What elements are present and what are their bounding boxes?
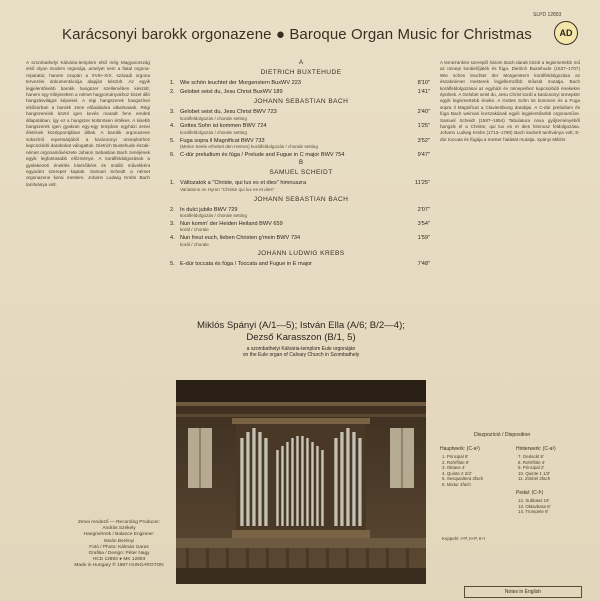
track-title: Gottes Sohn ist kommen BWV 724	[180, 123, 267, 130]
track-subtitle: korálfeldolgozás / chorale setting	[180, 213, 247, 219]
credit-line: Made in Hungary ℗ 1987 HUNGAROTON	[74, 563, 164, 569]
credit-line: Fotó / Photo: Kálmán Garas	[89, 544, 149, 550]
composer-heading: JOHANN LUDWIG KREBS	[257, 250, 345, 258]
track-item	[170, 152, 432, 159]
track-number: 6.	[170, 151, 175, 158]
credit-line: Grafika / Design: Péter Nagy	[88, 551, 150, 557]
pedal-stops	[518, 498, 551, 515]
track-number: 3.	[170, 220, 175, 227]
organ-stop: 12. Subbass 16'	[518, 498, 550, 503]
track-subtitle: korál / chorale	[180, 227, 209, 233]
track-duration: 7'48"	[417, 261, 430, 268]
performers-line-2: Dezső Karasszon (B/1, 5)	[246, 332, 356, 343]
track-duration: 9'47"	[417, 151, 430, 158]
track-subtitle: Variations on Hymn "Christe qui lux es et dies"	[180, 186, 275, 192]
album-title	[62, 26, 532, 43]
organ-stop: 5. Sesquialtera 2fach	[442, 476, 484, 482]
track-duration: 3'52"	[417, 137, 430, 144]
organ-stop: 3. Oktave 4'	[442, 465, 466, 471]
track-duration: 2'40"	[417, 109, 430, 116]
hauptwerk-stops	[442, 454, 483, 488]
credit-line: Hangmérnök / Balance Engineer:	[83, 532, 155, 538]
organ-stop: 11. Zimbel 2fach	[518, 476, 551, 482]
track-item	[170, 221, 432, 233]
track-number: 5.	[170, 261, 175, 268]
track-title: Változatok a "Christe, qui lux es et dies" himnuszra	[180, 180, 307, 187]
organ-stop: 14. Trompete 8'	[518, 509, 549, 515]
track-number: 2.	[170, 206, 175, 213]
track-duration: 1'41"	[417, 88, 430, 95]
track-item	[170, 89, 432, 96]
track-title: C-dúr preludium és fúga / Prelude and Fugue in C major BWV 754	[180, 151, 345, 158]
track-title: Nun komm' der Heiden Heiland BWV 659	[180, 220, 283, 227]
track-duration: 1'25"	[417, 123, 430, 130]
organ-stop: 9. Principal 2'	[518, 465, 545, 471]
track-title: In dulci jubilo BWV 729	[180, 206, 238, 213]
catalog-number: SLPD 12893	[533, 12, 562, 18]
credit-line: István Berényi	[103, 538, 135, 544]
track-item	[170, 180, 432, 192]
hauptwerk-heading: Hauptwerk: (C-a³)	[440, 446, 480, 452]
track-item	[170, 123, 432, 135]
track-duration: 11'25"	[414, 180, 430, 187]
title-english: Baroque Organ Music for Christmas	[289, 26, 532, 43]
notes-in-english-box: Notes in English	[464, 586, 582, 598]
track-subtitle: korálfeldolgozás / chorale setting	[180, 115, 247, 121]
organ-photo-illustration	[176, 380, 426, 584]
track-number: 4.	[170, 123, 175, 130]
track-title: Wie schön leuchtet der Morgenstern BuxWV 223	[180, 80, 301, 86]
organ-stop: 13. Oktavbass 8'	[518, 503, 551, 509]
track-subtitle: korálfeldolgozás / chorale setting	[180, 129, 247, 135]
organ-stop: 6. Mixtur 4fach	[442, 481, 471, 487]
composer-heading: JOHANN SEBASTIAN BACH	[253, 98, 349, 106]
track-item	[170, 207, 432, 219]
track-program	[170, 58, 432, 270]
liner-notes-continued: A lemezünkön szereplő három Bach-darab közül a legismertebb mű az ünnepi korálelőjáték és fúga. Dietrich Buxtehude (1637–1707) Wie schön leuchtet der Morgenstern korálfeldolgozása az északnémet mesterek legjellemzőbb stílusát mutatja. Bach korálfeldolgozásai az egyházi év ünnepeihez kapcsolódó énekekre épülnek. A Gelobet seist du, Jesu Christ korál a karácsonyi ünnepkör egyik legismertebb éneke. A Gottes Sohn ist kommen és a Fuga sopra il Magnificat a Clavierübung darabjai. A C-dúr prelúdium és fúga Bach weimari korszakának egyik legjelentősebb orgonaműve. Samuel Scheidt (1587–1654) Tabulatura nova gyűjteményéből hangzik el a Christe, qui lux es et dies himnusz feldolgozása. Johann Ludwig Krebs (1713–1780) Bach kedvelt tanítványa volt; E-dúr toccata és fúgája a mester hatását mutatja. Spányi Miklós	[440, 60, 580, 142]
track-item	[170, 109, 432, 121]
track-duration: 1'59"	[417, 234, 430, 241]
track-duration: 2'07"	[417, 206, 430, 213]
track-title: Nun freut euch, lieben Christen g'mein BWV 734	[180, 234, 301, 241]
composer-heading: DIETRICH BUXTEHUDE	[260, 69, 342, 76]
disposition-title: Diszpozíció / Disposition	[474, 432, 531, 438]
track-number: 4.	[170, 234, 175, 241]
composer-heading: SAMUEL SCHEIDT	[269, 169, 333, 177]
track-item	[170, 80, 432, 87]
organ-stop: 4. Quinte 2 2/3'	[442, 470, 472, 476]
track-number: 1.	[170, 180, 175, 187]
hinterwerk-stops	[518, 454, 550, 482]
track-title: E-dúr toccata és fúga / Toccata and Fugue in E major	[180, 261, 313, 268]
credit-line: HCD 12893 ● MK 12893	[92, 557, 146, 563]
venue-english: on the Eule organ of Calvary Church in Szombathely	[242, 352, 360, 359]
production-credits	[64, 520, 174, 570]
credit-line: Zenei rendező — Recording Producer:	[77, 520, 161, 525]
track-number: 5.	[170, 137, 175, 144]
track-subtitle: (Meine Seele erhebet den Herren) korálfeldolgozás / chorale setting	[180, 144, 318, 150]
side-label: B	[298, 160, 303, 167]
hinterwerk-heading: Hinterwerk: (C-a³)	[516, 446, 556, 452]
track-item	[170, 138, 432, 150]
performers-block	[170, 320, 432, 359]
label-logo: AD	[554, 21, 578, 45]
track-title: Gelobet seist du, Jesu Christ BWV 723	[180, 109, 277, 116]
track-duration: 8'10"	[417, 80, 430, 86]
credit-line: András Székely	[102, 526, 136, 532]
organ-stop: 10. Quinte 1 1/3'	[518, 470, 551, 476]
track-item	[170, 261, 432, 268]
couplers: Koppeln: I+P, II+P, II+I	[442, 536, 486, 541]
title-bullet: ●	[275, 26, 286, 43]
track-item	[170, 235, 432, 247]
organ-photo	[176, 380, 426, 584]
organ-stop: 8. Rohrflöte 4'	[518, 459, 546, 465]
performers-line-1: Miklós Spányi (A/1—5); István Ella (A/6; B/2—4);	[197, 320, 405, 331]
track-title: Gelobet seist du, Jesu Christ BuxWV 189	[180, 88, 283, 95]
venue-hungarian: a szombathelyi Kálvária-templom Eule orgonáján	[246, 346, 356, 352]
organ-stop: 1. Principal 8'	[442, 454, 469, 459]
side-label: A	[298, 60, 303, 66]
liner-notes-hungarian: A szombathelyi Kálvária-templom első még Magyarország első olyan modern orgonája, amelyet nem a fiatal orgona-reparatúr, hanem csupán a XVIII–XIX. századi orgona tervezési dokumentációja alapján készült. Az egyik legjelentősebb barokk hangszer szellemében készült, hanem egy kifejezetten a német hagyományokhoz közel álló hangzásvilágot képvisel. A régi hangszerek hangszínei elsősorban a barokk zene előadására alkalmasak. Régi hangszereink közül igen kevés maradt fenn eredeti állapotában, így ez a hangszer különösen értékes. A kisebb hangszerek igen gyakran egy-egy templom egyházi zenei életének középpontjában álltak. A barokk orgonazene sokszínű repertoárjából a karácsonyi ünnepkörhöz kapcsolódó darabokat válogattuk. Dietrich Buxtehude észak-német orgonaművészete Johann Sebastian Bach zenéjének egyik legfontosabb előzménye. A korálfeldolgozások a gyülekezeti éneklés kísérőiként és önálló művekként egyaránt szerepet kaptak. Samuel Scheidt a német orgonazene korai mestere. Johann Ludwig Krebs Bach tanítványa volt.	[26, 60, 150, 187]
organ-stop: 7. Gedackt 8'	[518, 454, 544, 459]
title-hungarian: Karácsonyi barokk orgonazene	[62, 26, 272, 43]
composer-heading: JOHANN SEBASTIAN BACH	[253, 195, 349, 203]
track-title: Fuga sopra il Magnificat BWV 733	[180, 137, 265, 144]
track-duration: 3'54"	[417, 220, 430, 227]
track-number: 1.	[170, 80, 175, 86]
track-number: 3.	[170, 109, 175, 116]
pedal-heading: Pedal: (C-f¹)	[516, 490, 544, 496]
track-number: 2.	[170, 88, 175, 95]
organ-stop: 2. Rohrflöte 8'	[442, 459, 470, 465]
track-subtitle: korál / chorale	[180, 241, 209, 247]
